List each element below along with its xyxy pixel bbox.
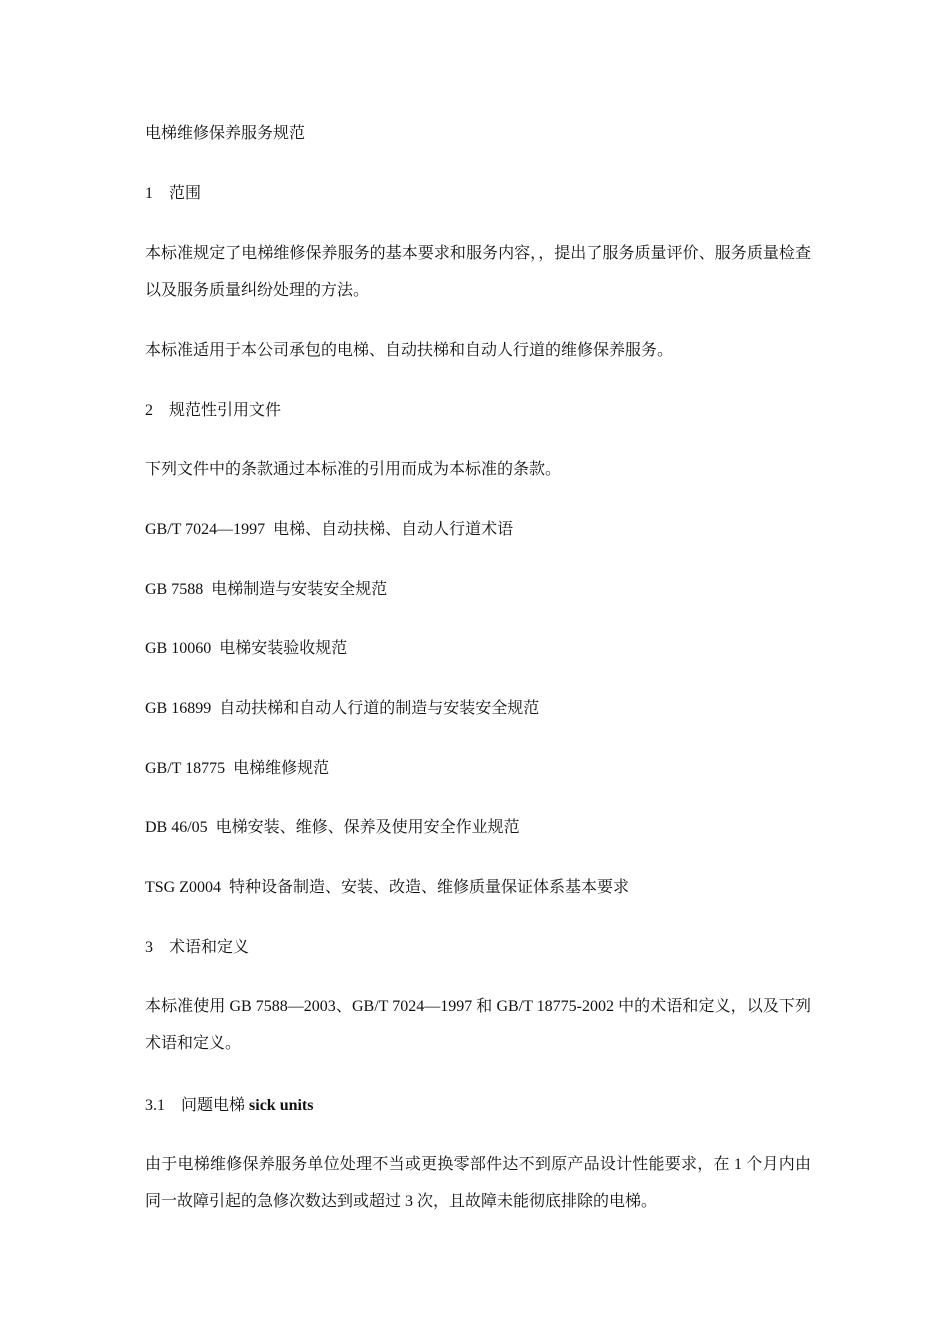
reference-code: GB 10060: [145, 640, 212, 657]
reference-item: [145, 520, 513, 540]
document-title: 电梯维修保养服务规范: [145, 125, 306, 142]
reference-title: 电梯、自动扶梯、自动人行道术语: [273, 521, 514, 538]
section-2-intro: 下列文件中的条款通过本标准的引用而成为本标准的条款。: [145, 461, 562, 478]
reference-item: [145, 759, 329, 779]
reference-code: GB 16899: [145, 700, 212, 717]
reference-code: GB/T 7024—1997: [145, 521, 266, 538]
reference-title: 电梯制造与安装安全规范: [211, 581, 388, 598]
reference-item: [145, 699, 539, 719]
subsection-3-1-paragraph: 由于电梯维修保养服务单位处理不当或更换零部件达不到原产品设计性能要求，在 1 个月内由同一故障引起的急修次数达到或超过 3 次，且故障未能彻底排除的电梯。: [145, 1156, 811, 1210]
section-number: 3: [145, 939, 153, 956]
section-3-heading: [145, 938, 249, 958]
reference-title: 自动扶梯和自动人行道的制造与安装安全规范: [219, 700, 540, 717]
section-number: 1: [145, 185, 153, 202]
subsection-number: 3.1: [145, 1097, 165, 1114]
reference-title: 电梯安装、维修、保养及使用安全作业规范: [215, 819, 520, 836]
section-1-heading: [145, 184, 201, 204]
section-3-paragraph: 本标准使用 GB 7588—2003、GB/T 7024—1997 和 GB/T 18775-2002 中的术语和定义，以及下列术语和定义。: [145, 998, 811, 1052]
section-number: 2: [145, 402, 153, 419]
reference-title: 电梯维修规范: [233, 760, 330, 777]
reference-item: [145, 818, 520, 838]
reference-code: GB/T 18775: [145, 760, 226, 777]
subsection-title-cn: 问题电梯: [181, 1097, 246, 1114]
reference-code: GB 7588: [145, 581, 204, 598]
reference-title: 特种设备制造、安装、改造、维修质量保证体系基本要求: [229, 879, 630, 896]
section-2-heading: [145, 401, 281, 421]
reference-item: [145, 878, 629, 898]
reference-item: [145, 580, 387, 600]
reference-title: 电梯安装验收规范: [219, 640, 348, 657]
reference-item: [145, 639, 347, 659]
reference-code: TSG Z0004: [145, 879, 221, 896]
reference-code: DB 46/05: [145, 819, 208, 836]
section-title: 术语和定义: [169, 939, 250, 956]
section-1-paragraph-1: 本标准规定了电梯维修保养服务的基本要求和服务内容，，提出了服务质量评价、服务质量检查以及服务质量纠纷处理的方法。: [145, 245, 811, 299]
subsection-title-en: sick units: [249, 1097, 314, 1114]
subsection-3-1-heading: [145, 1096, 313, 1116]
section-title: 范围: [169, 185, 202, 202]
section-1-paragraph-2: 本标准适用于本公司承包的电梯、自动扶梯和自动人行道的维修保养服务。: [145, 342, 674, 359]
section-title: 规范性引用文件: [169, 402, 282, 419]
